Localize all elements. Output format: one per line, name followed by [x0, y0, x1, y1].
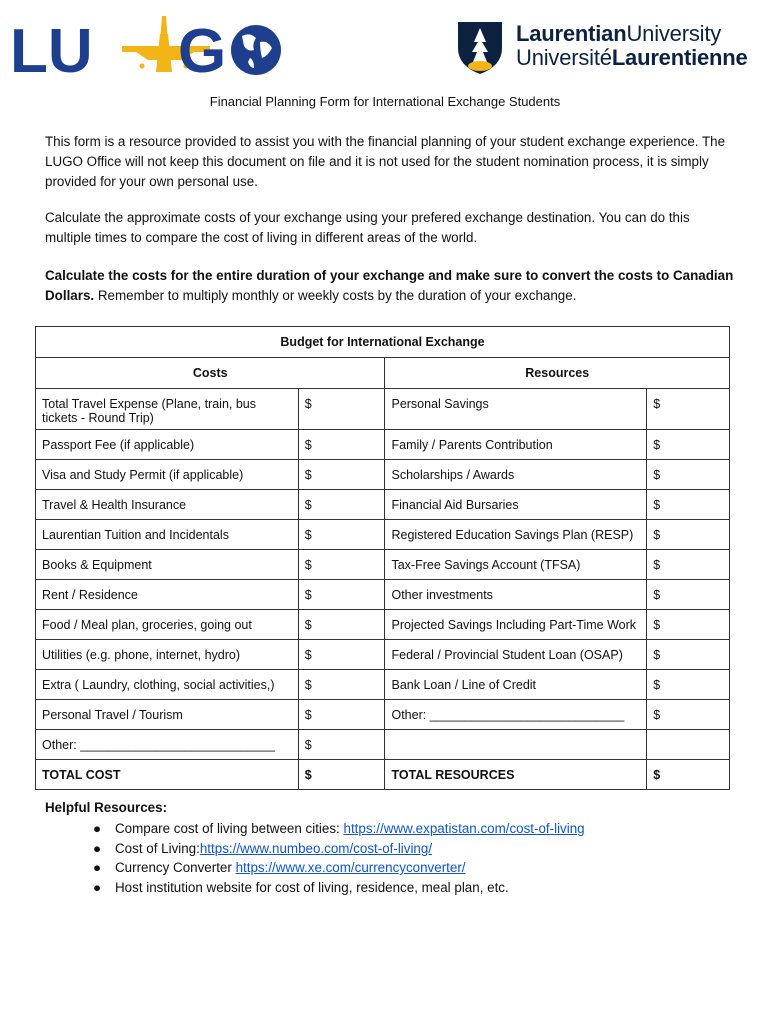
resource-label: Registered Education Savings Plan (RESP): [385, 520, 647, 550]
cost-amount-field[interactable]: $: [298, 430, 385, 460]
bullet-icon: ●: [93, 821, 102, 836]
resource-label: Other investments: [385, 580, 647, 610]
cost-amount-field[interactable]: $: [298, 730, 385, 760]
document-title: Financial Planning Form for International Exchange Students: [209, 94, 561, 109]
cost-amount-field[interactable]: $: [298, 550, 385, 580]
resource-amount-field[interactable]: $: [647, 550, 730, 580]
resource-amount-field[interactable]: $: [647, 640, 730, 670]
resource-text: Compare cost of living between cities:: [115, 821, 344, 836]
conversion-bold-text: Calculate the costs for the entire duration of your exchange and make sure to convert the costs to Canadian Dollars.: [45, 268, 734, 303]
cost-label: Travel & Health Insurance: [36, 490, 299, 520]
lugo-logo-text-right: G: [178, 17, 227, 80]
resource-text: Currency Converter: [115, 860, 236, 875]
table-row: [36, 730, 730, 760]
cost-label: Visa and Study Permit (if applicable): [36, 460, 299, 490]
cost-label: Passport Fee (if applicable): [36, 430, 299, 460]
cost-label: Extra ( Laundry, clothing, social activities,): [36, 670, 299, 700]
cost-amount-field[interactable]: $: [298, 640, 385, 670]
costs-header: Costs: [36, 358, 385, 389]
table-row: [36, 460, 730, 490]
xe-link[interactable]: https://www.xe.com/currencyconverter/: [235, 860, 466, 875]
table-row: [36, 580, 730, 610]
intro-paragraph: This form is a resource provided to assist you with the financial planning of your student exchange experience. The LUGO Office will not keep this document on file and it is not used for the student nomination process, it is simply provided for your own personal use.: [45, 134, 726, 189]
cost-label[interactable]: Other: ____________________________: [36, 730, 299, 760]
list-item: [93, 839, 745, 859]
cost-amount-field[interactable]: $: [298, 389, 385, 430]
cost-label: Rent / Residence: [36, 580, 299, 610]
cost-label: Books & Equipment: [36, 550, 299, 580]
cost-amount-field[interactable]: $: [298, 520, 385, 550]
table-row: [36, 550, 730, 580]
cost-amount-field[interactable]: $: [298, 490, 385, 520]
cost-label: Food / Meal plan, groceries, going out: [36, 610, 299, 640]
laurentian-wordmark-2b: Laurentienne: [611, 45, 748, 70]
table-row: [36, 670, 730, 700]
lugo-logo: [10, 12, 282, 80]
list-item: [93, 878, 745, 898]
cost-amount-field[interactable]: $: [298, 670, 385, 700]
resource-amount-field[interactable]: $: [647, 670, 730, 700]
resource-amount-field[interactable]: $: [647, 700, 730, 730]
globe-icon: [231, 25, 281, 75]
helpful-resources: [45, 800, 745, 897]
conversion-paragraph: [45, 266, 735, 306]
bullet-icon: ●: [93, 840, 102, 856]
resource-label: Financial Aid Bursaries: [385, 490, 647, 520]
cost-amount-field[interactable]: $: [298, 700, 385, 730]
total-row: [36, 760, 730, 790]
resource-text: Cost of Living:: [115, 840, 200, 856]
resource-amount-field[interactable]: $: [647, 460, 730, 490]
resource-label: Projected Savings Including Part-Time Work: [385, 610, 647, 640]
table-row: [36, 490, 730, 520]
cost-label: Personal Travel / Tourism: [36, 700, 299, 730]
resource-amount-field[interactable]: $: [647, 490, 730, 520]
table-row: [36, 520, 730, 550]
laurentian-wordmark-2a: Université: [516, 45, 612, 70]
resource-amount-field[interactable]: $: [647, 580, 730, 610]
resource-label: Tax-Free Savings Account (TFSA): [385, 550, 647, 580]
resource-amount-field[interactable]: $: [647, 389, 730, 430]
resource-label[interactable]: Other: ____________________________: [385, 700, 647, 730]
resource-amount-field[interactable]: $: [647, 610, 730, 640]
bullet-icon: ●: [93, 860, 102, 875]
empty-cell: [647, 730, 730, 760]
table-row: [36, 389, 730, 430]
cost-amount-field[interactable]: $: [298, 610, 385, 640]
resources-header: Resources: [385, 358, 730, 389]
table-row: [36, 610, 730, 640]
conversion-text: Remember to multiply monthly or weekly costs by the duration of your exchange.: [94, 288, 577, 303]
instructions-paragraph: Calculate the approximate costs of your exchange using your prefered exchange destination. You can do this multiple times to compare the cost of living in different areas of the world.: [45, 210, 690, 245]
helpful-resources-list: [45, 819, 745, 897]
numbeo-link[interactable]: https://www.numbeo.com/cost-of-living/: [199, 840, 433, 856]
resource-label: Federal / Provincial Student Loan (OSAP): [385, 640, 647, 670]
total-resources-field[interactable]: $: [647, 760, 730, 790]
table-row: [36, 700, 730, 730]
list-item: [93, 819, 745, 839]
list-item: [93, 858, 745, 878]
resource-label: Personal Savings: [385, 389, 647, 430]
resource-label: [385, 730, 647, 760]
resource-label: Scholarships / Awards: [385, 460, 647, 490]
bullet-icon: ●: [93, 879, 102, 895]
cost-label: Total Travel Expense (Plane, train, bus tickets - Round Trip): [36, 389, 299, 430]
total-cost-label: TOTAL COST: [36, 760, 299, 790]
helpful-resources-title: Helpful Resources:: [45, 800, 168, 815]
resource-text: Host institution website for cost of living, residence, meal plan, etc.: [115, 879, 509, 895]
resource-label: Family / Parents Contribution: [385, 430, 647, 460]
laurentian-wordmark-1a: Laurentian: [516, 21, 627, 46]
resource-amount-field[interactable]: $: [647, 430, 730, 460]
total-resources-label: TOTAL RESOURCES: [385, 760, 647, 790]
resource-label: Bank Loan / Line of Credit: [385, 670, 647, 700]
laurentian-shield-icon: [456, 20, 504, 76]
laurentian-wordmark-1b: University: [626, 21, 722, 46]
lugo-logo-text-left: LU: [10, 17, 93, 80]
total-cost-field[interactable]: $: [298, 760, 385, 790]
resource-amount-field[interactable]: $: [647, 520, 730, 550]
cost-label: Laurentian Tuition and Incidentals: [36, 520, 299, 550]
table-row: [36, 430, 730, 460]
budget-table: [35, 326, 730, 790]
cost-amount-field[interactable]: $: [298, 580, 385, 610]
budget-table-caption: Budget for International Exchange: [36, 327, 730, 358]
expatistan-link[interactable]: https://www.expatistan.com/cost-of-living: [343, 821, 585, 836]
cost-amount-field[interactable]: $: [298, 460, 385, 490]
laurentian-logo: [456, 20, 756, 76]
cost-label: Utilities (e.g. phone, internet, hydro): [36, 640, 299, 670]
table-row: [36, 640, 730, 670]
